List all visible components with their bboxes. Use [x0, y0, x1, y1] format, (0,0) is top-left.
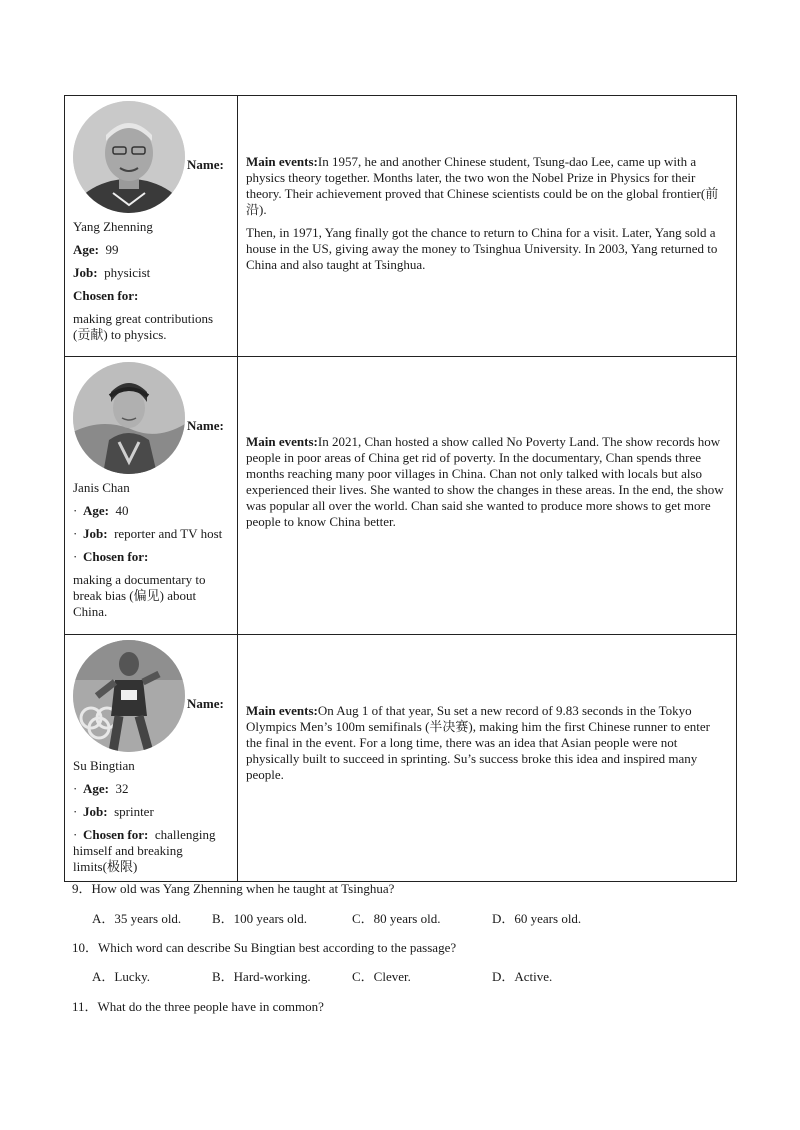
option-d[interactable]: D．Active. [492, 969, 553, 984]
portrait-photo [73, 362, 185, 474]
option-a[interactable]: A．Lucky. [92, 969, 151, 984]
people-table [64, 95, 737, 882]
age-label: Age: [73, 242, 99, 257]
question-9: 9．How old was Yang Zhenning when he taught at Tsinghua? [72, 881, 395, 896]
name-label: Name: [187, 418, 224, 433]
age-label: Age: [83, 781, 109, 796]
main-events-label: Main events: [246, 433, 318, 449]
age-value: 99 [105, 242, 119, 257]
job-value: reporter and TV host [114, 526, 223, 541]
person-name: Su Bingtian [73, 758, 135, 773]
name-label: Name: [187, 157, 224, 172]
table-row [65, 357, 737, 635]
age-label: Age: [83, 503, 109, 518]
chosen-for-value: challenging himself and breaking limits(极限) [73, 827, 216, 874]
events-cell [238, 96, 737, 357]
events-cell [238, 357, 737, 635]
profile-cell: Name: Janis Chan · Age: 40 · Job: reporter and TV host · Chosen for: making a documentary to break bias (偏见) about China. [65, 357, 238, 635]
profile-cell [65, 96, 238, 357]
events-cell [238, 635, 737, 882]
chosen-for-value: making a documentary to break bias (偏见) about China. [73, 572, 206, 619]
option-c[interactable]: C．Clever. [352, 969, 411, 984]
main-events-label: Main events: [246, 703, 318, 718]
table-row [65, 635, 737, 882]
job-label: Job: [73, 265, 98, 280]
age-value: 40 [115, 503, 129, 518]
option-c[interactable]: C．80 years old. [352, 911, 441, 926]
table-row [65, 96, 737, 357]
chosen-for-label: Chosen for: [83, 827, 149, 842]
person-name: Janis Chan [73, 480, 130, 495]
portrait-photo [73, 101, 185, 213]
job-value: sprinter [114, 804, 154, 819]
option-d[interactable]: D．60 years old. [492, 911, 582, 926]
main-events-text: In 2021, Chan hosted a show called No Poverty Land. The show records how people in poor areas of China get rid of poverty. In the documentary, Chan spends three months reaching many poor villages in China. Chan not only talked with locals but also experienced their lives. She wanted to show the changes in these areas. In the end, the show was popular all over the world. Chan said she wanted to produce more shows to get more people to know China better. [246, 433, 724, 529]
job-label: Job: [83, 804, 108, 819]
option-a[interactable]: A．35 years old. [92, 911, 182, 926]
main-events-label: Main events: [246, 153, 318, 169]
portrait-photo [73, 640, 185, 752]
profile-cell: Name: Su Bingtian · Age: 32 · Job: sprinter · Chosen for: challenging himself and breaking limits(极限) [65, 635, 238, 882]
option-b[interactable]: B．Hard-working. [212, 969, 311, 984]
main-events-text: Then, in 1971, Yang finally got the chance to return to China for a visit. Later, Yang sold a house in the US, giving away the money to Tsinghua University. In 2003, Yang returned to China and also taught at Tsinghua. [246, 224, 718, 272]
chosen-for-value: making great contributions (贡献) to physics. [73, 311, 214, 342]
job-value: physicist [104, 265, 151, 280]
option-b[interactable]: B．100 years old. [212, 911, 307, 926]
age-value: 32 [115, 781, 129, 796]
chosen-for-label: Chosen for: [73, 288, 139, 303]
chosen-for-label: Chosen for: [83, 549, 149, 564]
question-11: 11．What do the three people have in common? [72, 999, 324, 1014]
job-label: Job: [83, 526, 108, 541]
question-10: 10．Which word can describe Su Bingtian best according to the passage? [72, 940, 457, 955]
name-label: Name: [187, 696, 224, 711]
person-name: Yang Zhenning [73, 219, 153, 234]
main-events-text: In 1957, he and another Chinese student, Tsung-dao Lee, came up with a physics theory together. Months later, the two won the Nobel Prize in Physics for their theory. Their achievement proved that Chinese scientists could be on the global frontier(前沿). [246, 153, 719, 217]
main-events-text: On Aug 1 of that year, Su set a new record of 9.83 seconds in the Tokyo Olympics Men’s 100m semifinals (半决赛), making him the first Chinese runner to enter the final in the event. For a long time, there was an idea that Asian people were not physically built to succeed in sprinting. Su’s success broke this idea and inspired many people. [246, 703, 710, 782]
